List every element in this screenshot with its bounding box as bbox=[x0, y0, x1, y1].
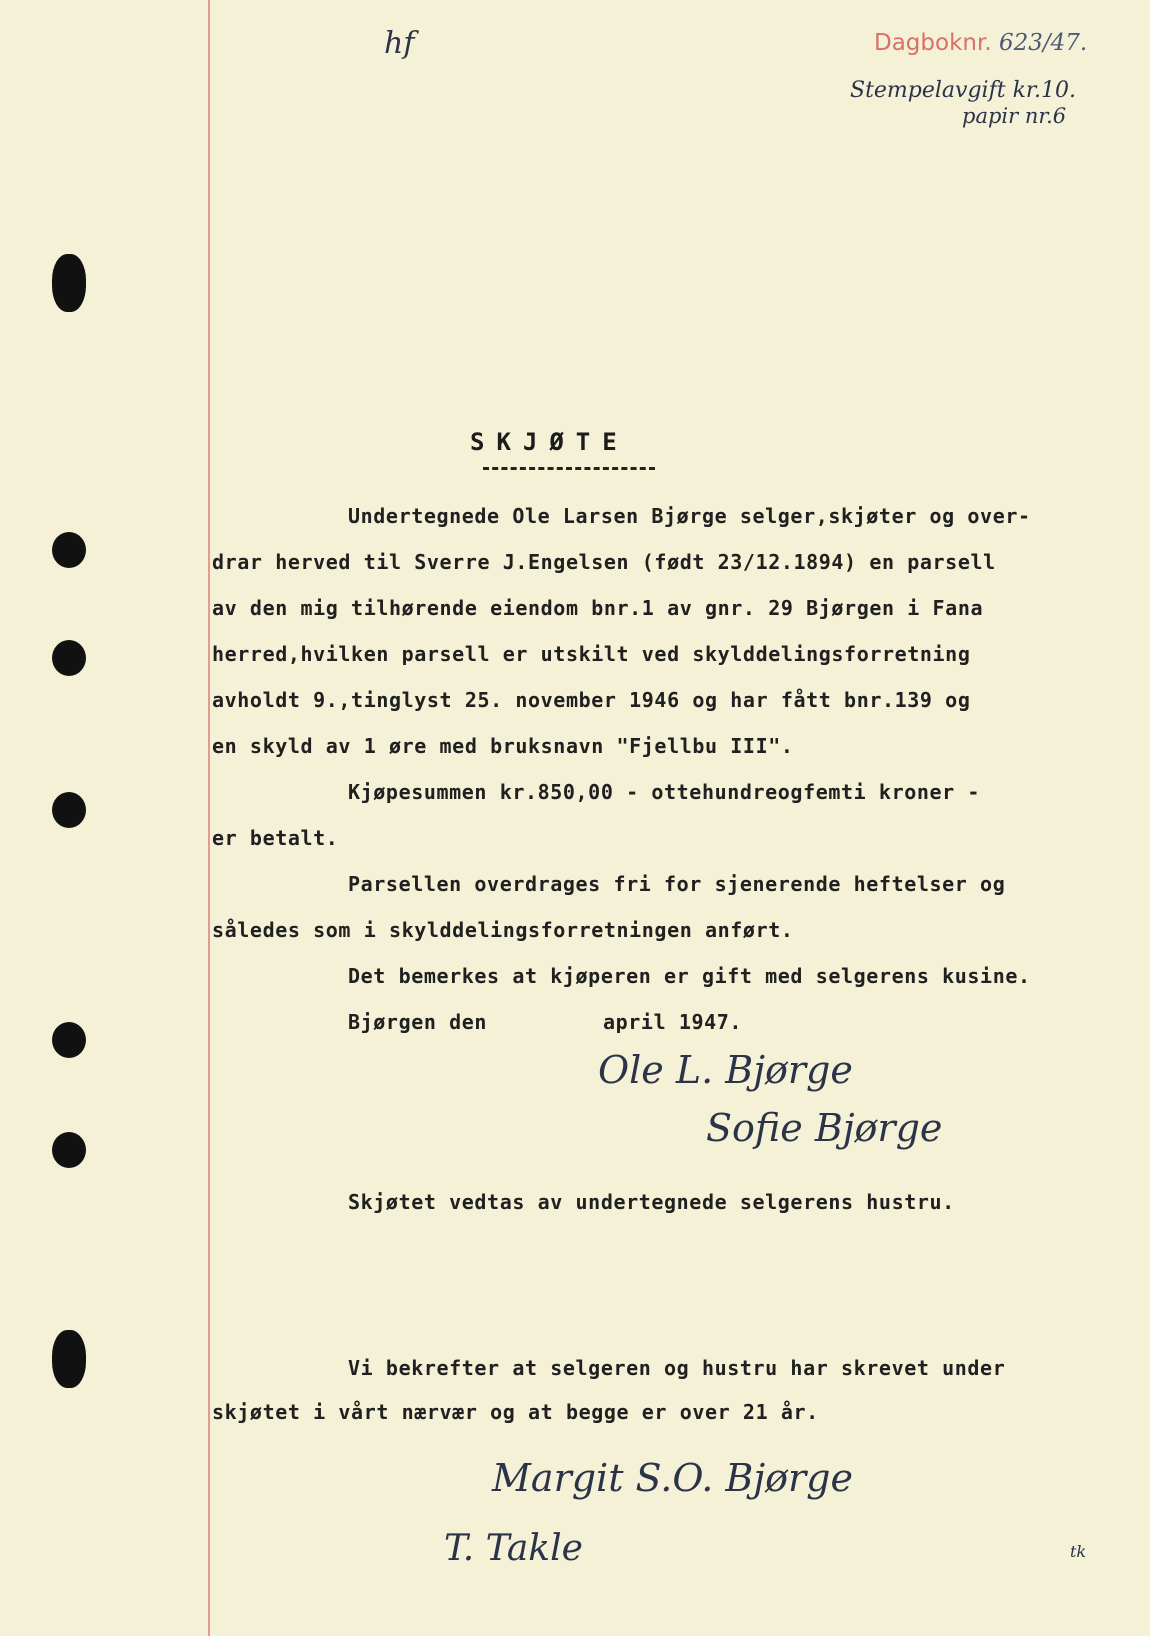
signature-seller: Ole L. Bjørge bbox=[598, 1048, 853, 1092]
body-line: herred,hvilken parsell er utskilt ved skylddelingsforretning bbox=[212, 642, 971, 666]
stamp-label: Dagboknr. bbox=[874, 30, 992, 56]
body-line: Kjøpesummen kr.850,00 - ottehundreogfemti kroner - bbox=[348, 780, 981, 804]
punch-hole bbox=[52, 792, 86, 828]
body-line: er betalt. bbox=[212, 826, 339, 850]
body-line: Undertegnede Ole Larsen Bjørge selger,skjøter og over- bbox=[348, 504, 1031, 528]
margin-rule bbox=[208, 0, 210, 1636]
witness-signature-1: Margit S.O. Bjørge bbox=[492, 1456, 853, 1500]
witness-signature-2: T. Takle bbox=[444, 1528, 583, 1569]
journal-stamp bbox=[874, 30, 1087, 56]
date: april 1947. bbox=[603, 1010, 743, 1034]
title-underline bbox=[483, 467, 655, 470]
document-title: SKJØTE bbox=[470, 428, 629, 456]
acceptance-line: Skjøtet vedtas av undertegnede selgerens hustru. bbox=[348, 1190, 955, 1214]
body-line: Parsellen overdrages fri for sjenerende heftelser og bbox=[348, 872, 1006, 896]
stamp-duty-note: Stempelavgift kr.10. bbox=[850, 78, 1076, 103]
body-line: avholdt 9.,tinglyst 25. november 1946 og har fått bnr.139 og bbox=[212, 688, 971, 712]
corner-initials: tk bbox=[1070, 1542, 1087, 1561]
punch-hole bbox=[52, 1330, 86, 1388]
top-initials: hf bbox=[384, 26, 415, 61]
stamp-number: 623/47. bbox=[998, 30, 1088, 56]
body-line: drar herved til Sverre J.Engelsen (født 23/12.1894) en parsell bbox=[212, 550, 996, 574]
witness-line: Vi bekrefter at selgeren og hustru har skrevet under bbox=[348, 1356, 1006, 1380]
punch-hole bbox=[52, 254, 86, 312]
body-line: Det bemerkes at kjøperen er gift med selgerens kusine. bbox=[348, 964, 1031, 988]
signature-spouse: Sofie Bjørge bbox=[706, 1106, 943, 1150]
place-date: Bjørgen den bbox=[348, 1010, 488, 1034]
paper-note: papir nr.6 bbox=[962, 104, 1067, 128]
punch-hole bbox=[52, 532, 86, 568]
punch-hole bbox=[52, 1132, 86, 1168]
body-line: således som i skylddelingsforretningen anført. bbox=[212, 918, 794, 942]
punch-hole bbox=[52, 1022, 86, 1058]
body-line: en skyld av 1 øre med bruksnavn "Fjellbu III". bbox=[212, 734, 794, 758]
body-line: av den mig tilhørende eiendom bnr.1 av gnr. 29 Bjørgen i Fana bbox=[212, 596, 984, 620]
witness-line: skjøtet i vårt nærvær og at begge er over 21 år. bbox=[212, 1400, 819, 1424]
punch-hole bbox=[52, 640, 86, 676]
